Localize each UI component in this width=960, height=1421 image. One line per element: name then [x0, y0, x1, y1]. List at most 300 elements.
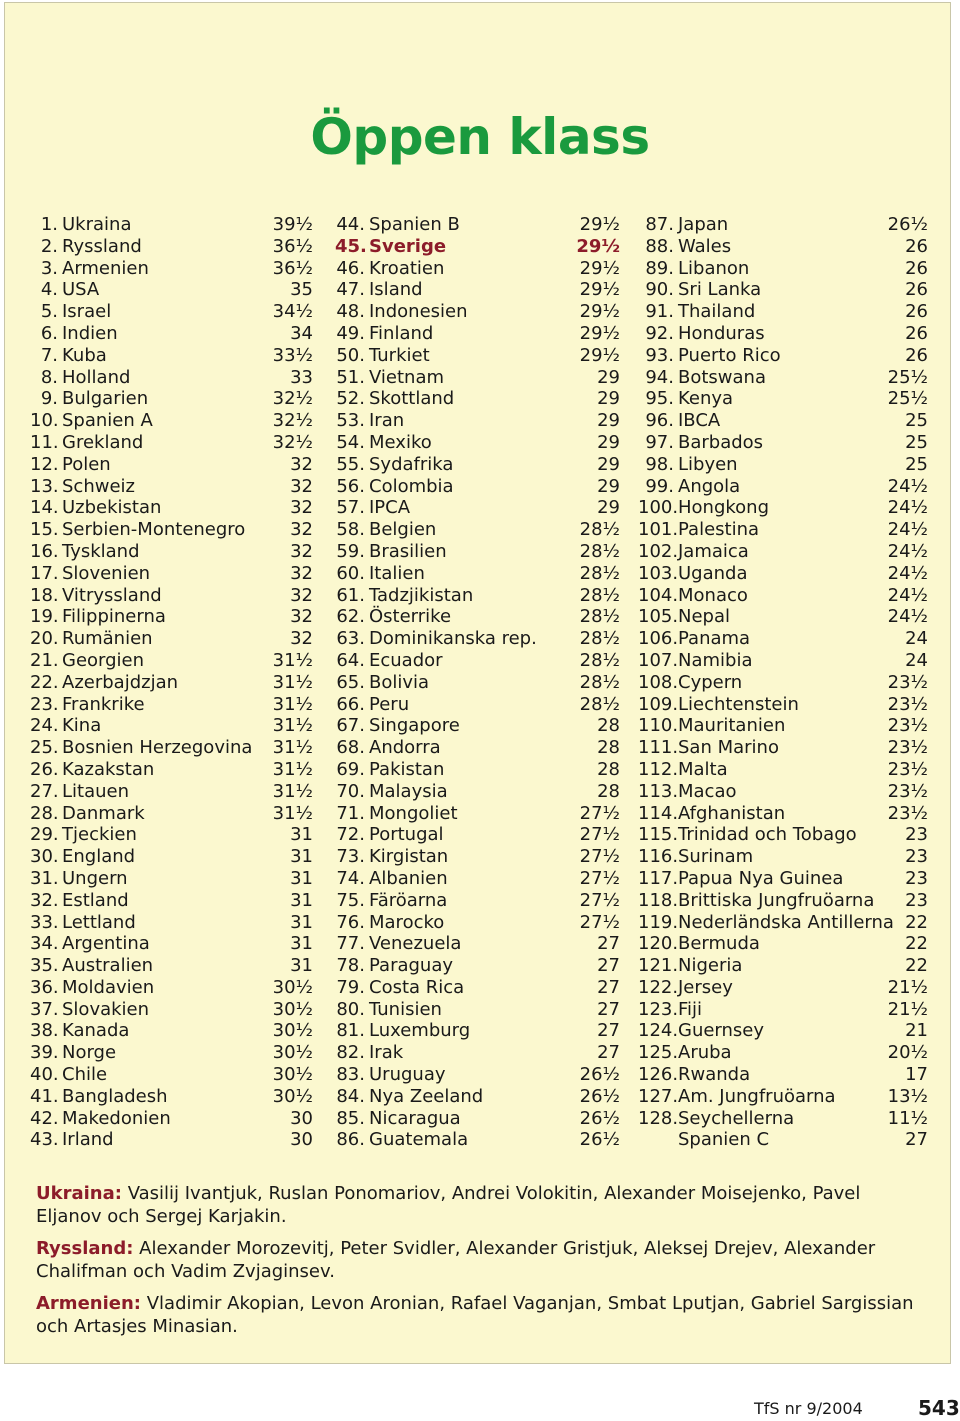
rank-number: 51.: [336, 366, 365, 388]
score: 30½: [272, 1042, 313, 1064]
country-name: Botswana: [678, 366, 766, 388]
rank-number: 10.: [30, 410, 59, 432]
team-roster: [36, 1292, 916, 1338]
rank-number: 65.: [336, 671, 365, 693]
rank-number: 37.: [30, 998, 59, 1020]
standings-row: [30, 519, 313, 541]
country-name: Aruba: [678, 1042, 732, 1064]
score: 31½: [272, 737, 313, 759]
country-name: San Marino: [678, 737, 779, 759]
country-name: Libanon: [678, 257, 750, 279]
rank-number: 16.: [30, 540, 59, 562]
rank-number: 57.: [336, 497, 365, 519]
team-roster: [36, 1237, 916, 1283]
country-name: Thailand: [678, 301, 756, 323]
standings-row: [30, 933, 313, 955]
rank-number: 25.: [30, 737, 59, 759]
standings-column-3: [638, 214, 928, 1151]
rank-number: 78.: [336, 955, 365, 977]
standings-row: [30, 388, 313, 410]
standings-row: [30, 868, 313, 890]
country-name: Fiji: [678, 998, 703, 1020]
country-name: Sri Lanka: [678, 279, 762, 301]
score: 28: [597, 758, 620, 780]
standings-row: [638, 279, 928, 301]
country-name: Argentina: [62, 933, 150, 955]
country-name: Kina: [62, 715, 102, 737]
rank-number: 108.: [638, 671, 679, 693]
standings-row: [638, 672, 928, 694]
rank-number: 52.: [336, 388, 365, 410]
rank-number: 22.: [30, 671, 59, 693]
rank-number: 83.: [336, 1064, 365, 1086]
standings-row: [30, 367, 313, 389]
score: 28: [597, 715, 620, 737]
standings-row: [638, 258, 928, 280]
score: 32: [290, 475, 313, 497]
standings-row: [30, 563, 313, 585]
rank-number: 49.: [336, 322, 365, 344]
country-name: Spanien A: [62, 410, 153, 432]
country-name: Barbados: [678, 431, 764, 453]
score: 31: [290, 846, 313, 868]
rank-number: 11.: [30, 431, 59, 453]
standings-row: [638, 868, 928, 890]
standings-row: [638, 563, 928, 585]
score: 31½: [272, 715, 313, 737]
standings-row: [638, 476, 928, 498]
standings-row: [638, 933, 928, 955]
country-name: Sverige: [369, 235, 447, 257]
rank-number: 44.: [336, 214, 365, 235]
score: 11½: [887, 1107, 928, 1129]
standings-row: [30, 454, 313, 476]
rank-number: 121.: [638, 955, 679, 977]
rank-number: 69.: [336, 758, 365, 780]
rank-number: 27.: [30, 780, 59, 802]
country-name: Mongoliet: [369, 802, 458, 824]
standings-row: [335, 737, 620, 759]
rank-number: 67.: [336, 715, 365, 737]
rank-number: 20.: [30, 628, 59, 650]
score: 28½: [579, 628, 620, 650]
country-name: Makedonien: [62, 1107, 171, 1129]
standings-row: [638, 737, 928, 759]
standings-row: [638, 585, 928, 607]
rank-number: 12.: [30, 453, 59, 475]
country-name: Iran: [369, 410, 405, 432]
standings-row: [30, 803, 313, 825]
rank-number: 3.: [40, 257, 58, 279]
country-name: Macao: [678, 780, 737, 802]
country-name: Angola: [678, 475, 741, 497]
rank-number: 95.: [645, 388, 674, 410]
country-name: Malta: [678, 758, 728, 780]
standings-row: [30, 628, 313, 650]
score: 31: [290, 955, 313, 977]
rank-number: 68.: [336, 737, 365, 759]
score: 31½: [272, 649, 313, 671]
standings-row: [30, 1064, 313, 1086]
standings-row: [638, 454, 928, 476]
country-name: Namibia: [678, 649, 753, 671]
score: 29: [597, 475, 620, 497]
country-name: Marocko: [369, 911, 445, 933]
country-name: Brasilien: [369, 540, 447, 562]
standings-row: [638, 432, 928, 454]
country-name: Malaysia: [369, 780, 448, 802]
score: 28½: [579, 649, 620, 671]
country-name: Vitryssland: [62, 584, 162, 606]
score: 29½: [579, 344, 620, 366]
standings-column-1: [30, 214, 313, 1151]
rank-number: 120.: [638, 933, 679, 955]
score: 30½: [272, 976, 313, 998]
rank-number: 4.: [40, 279, 58, 301]
country-name: Monaco: [678, 584, 748, 606]
rank-number: 31.: [30, 867, 59, 889]
standings-row: [30, 1108, 313, 1130]
score: 32: [290, 628, 313, 650]
standings-row: [638, 650, 928, 672]
standings-row: [30, 476, 313, 498]
rank-number: 32.: [30, 889, 59, 911]
standings-row: [335, 977, 620, 999]
country-name: Portugal: [369, 824, 444, 846]
rank-number: 96.: [645, 410, 674, 432]
standings-row: [335, 715, 620, 737]
score: 29: [597, 410, 620, 432]
score: 39½: [272, 214, 313, 235]
rank-number: 43.: [30, 1129, 59, 1151]
rank-number: 1.: [40, 214, 58, 235]
score: 26½: [887, 214, 928, 235]
country-name: Venezuela: [369, 933, 462, 955]
standings-row: [638, 999, 928, 1021]
rank-number: 42.: [30, 1107, 59, 1129]
country-name: Spanien B: [369, 214, 460, 235]
standings-row: [30, 737, 313, 759]
country-name: Panama: [678, 628, 751, 650]
standings-row: [30, 585, 313, 607]
rank-number: 110.: [638, 715, 679, 737]
score: 32: [290, 562, 313, 584]
score: 30½: [272, 1085, 313, 1107]
country-name: Brittiska Jungfruöarna: [678, 889, 875, 911]
score: 26: [905, 279, 928, 301]
rank-number: 39.: [30, 1042, 59, 1064]
country-name: Bangladesh: [62, 1085, 168, 1107]
country-name: Sydafrika: [369, 453, 454, 475]
score: 31: [290, 867, 313, 889]
rank-number: 26.: [30, 758, 59, 780]
score: 23½: [887, 693, 928, 715]
standings-row: [638, 541, 928, 563]
score: 23: [905, 889, 928, 911]
rank-number: 55.: [336, 453, 365, 475]
rank-number: 98.: [645, 453, 674, 475]
standings-row: [30, 890, 313, 912]
country-name: Albanien: [369, 867, 448, 889]
standings-row: [638, 694, 928, 716]
country-name: Tyskland: [62, 540, 140, 562]
team-rosters: [36, 1182, 916, 1347]
country-name: Peru: [369, 693, 410, 715]
country-name: Estland: [62, 889, 129, 911]
score: 24½: [887, 606, 928, 628]
rank-number: 91.: [645, 301, 674, 323]
country-name: Ukraina: [62, 214, 132, 235]
score: 24½: [887, 497, 928, 519]
standings-row: [335, 236, 620, 258]
country-name: Tadzjikistan: [369, 584, 474, 606]
standings-row: [30, 1086, 313, 1108]
team-players: Vladimir Akopian, Levon Aronian, Rafael Vaganjan, Smbat Lputjan, Gabriel Sargissian och Artasjes Minasian.: [36, 1293, 914, 1337]
rank-number: 60.: [336, 562, 365, 584]
score: 31½: [272, 671, 313, 693]
standings-row: [335, 759, 620, 781]
country-name: Holland: [62, 366, 131, 388]
country-name: Honduras: [678, 322, 765, 344]
country-name: Georgien: [62, 649, 145, 671]
standings-row: [30, 781, 313, 803]
country-name: Australien: [62, 955, 154, 977]
rank-number: 93.: [645, 344, 674, 366]
score: 27: [597, 933, 620, 955]
standings-row: [30, 606, 313, 628]
score: 32½: [272, 410, 313, 432]
rank-number: 15.: [30, 519, 59, 541]
rank-number: 17.: [30, 562, 59, 584]
standings-row: [335, 432, 620, 454]
standings-row: [30, 323, 313, 345]
country-name: Kirgistan: [369, 846, 449, 868]
score: 32: [290, 606, 313, 628]
rank-number: 18.: [30, 584, 59, 606]
country-name: Israel: [62, 301, 112, 323]
standings-row: [30, 824, 313, 846]
rank-number: 97.: [645, 431, 674, 453]
country-name: USA: [62, 279, 100, 301]
country-name: Irland: [62, 1129, 114, 1151]
rank-number: 99.: [645, 475, 674, 497]
standings-row: [638, 214, 928, 236]
rank-number: 72.: [336, 824, 365, 846]
score: 32: [290, 453, 313, 475]
standings-row: [335, 1042, 620, 1064]
rank-number: 53.: [336, 410, 365, 432]
rank-number: 123.: [638, 998, 679, 1020]
score: 33½: [272, 344, 313, 366]
rank-number: 6.: [40, 322, 58, 344]
rank-number: 19.: [30, 606, 59, 628]
score: 26: [905, 344, 928, 366]
rank-number: 9.: [40, 388, 58, 410]
score: 28½: [579, 671, 620, 693]
standings-row: [30, 1020, 313, 1042]
country-name: IBCA: [678, 410, 721, 432]
rank-number: 33.: [30, 911, 59, 933]
standings-row: [638, 497, 928, 519]
score: 30½: [272, 1064, 313, 1086]
rank-number: 38.: [30, 1020, 59, 1042]
standings-row: [335, 1064, 620, 1086]
country-name: Bulgarien: [62, 388, 149, 410]
country-name: Uzbekistan: [62, 497, 162, 519]
standings-row: [638, 912, 928, 934]
rank-number: 115.: [638, 824, 679, 846]
standings-row: [335, 258, 620, 280]
standings-row: [30, 214, 313, 236]
rank-number: 46.: [336, 257, 365, 279]
country-name: Uruguay: [369, 1064, 446, 1086]
score: 26: [905, 322, 928, 344]
score: 28: [597, 780, 620, 802]
rank-number: 105.: [638, 606, 679, 628]
rank-number: 84.: [336, 1085, 365, 1107]
score: 29½: [579, 301, 620, 323]
standings-row: [335, 1020, 620, 1042]
country-name: Rwanda: [678, 1064, 751, 1086]
standings-row: [335, 606, 620, 628]
standings-row: [638, 301, 928, 323]
standings-row: [335, 410, 620, 432]
standings-row: [335, 301, 620, 323]
score: 24½: [887, 584, 928, 606]
rank-number: 5.: [40, 301, 58, 323]
standings-row: [30, 301, 313, 323]
score: 27½: [579, 802, 620, 824]
team-country: Ukraina:: [36, 1183, 122, 1204]
team-country: Armenien:: [36, 1293, 141, 1314]
standings-row: [638, 410, 928, 432]
standings-row: [30, 236, 313, 258]
standings-row: [30, 650, 313, 672]
country-name: Moldavien: [62, 976, 155, 998]
rank-number: 56.: [336, 475, 365, 497]
standings-row: [335, 214, 620, 236]
country-name: Nicaragua: [369, 1107, 461, 1129]
country-name: Wales: [678, 235, 732, 257]
country-name: Jamaica: [678, 540, 749, 562]
score: 29: [597, 366, 620, 388]
standings-row: [638, 977, 928, 999]
standings-row: [335, 345, 620, 367]
score: 32: [290, 540, 313, 562]
score: 31½: [272, 802, 313, 824]
country-name: Japan: [678, 214, 729, 235]
score: 24: [905, 649, 928, 671]
score: 23½: [887, 715, 928, 737]
rank-number: 41.: [30, 1085, 59, 1107]
country-name: Litauen: [62, 780, 130, 802]
standings-row: [638, 367, 928, 389]
score: 30: [290, 1107, 313, 1129]
score: 28: [597, 737, 620, 759]
standings-row: [335, 388, 620, 410]
score: 22: [905, 911, 928, 933]
score: 23½: [887, 671, 928, 693]
standings-column-2: [335, 214, 620, 1151]
team-country: Ryssland:: [36, 1238, 134, 1259]
rank-number: 107.: [638, 649, 679, 671]
country-name: Nigeria: [678, 955, 743, 977]
country-name: Indien: [62, 322, 118, 344]
team-players: Alexander Morozevitj, Peter Svidler, Alexander Gristjuk, Aleksej Drejev, Alexander Chalifman och Vadim Zvjaginsev.: [36, 1238, 876, 1282]
standings-row: [638, 236, 928, 258]
country-name: Belgien: [369, 519, 437, 541]
rank-number: 40.: [30, 1064, 59, 1086]
standings-row: [30, 541, 313, 563]
rank-number: 89.: [645, 257, 674, 279]
standings-row: [30, 279, 313, 301]
standings-row: [30, 912, 313, 934]
score: 17: [905, 1064, 928, 1086]
country-name: Guernsey: [678, 1020, 765, 1042]
standings-row: [30, 999, 313, 1021]
standings-row: [638, 1042, 928, 1064]
rank-number: 8.: [40, 366, 58, 388]
country-name: Turkiet: [369, 344, 430, 366]
standings-row: [638, 345, 928, 367]
standings-row: [335, 563, 620, 585]
country-name: Paraguay: [369, 955, 454, 977]
rank-number: 47.: [336, 279, 365, 301]
rank-number: 29.: [30, 824, 59, 846]
score: 36½: [272, 235, 313, 257]
score: 32½: [272, 388, 313, 410]
standings-row: [335, 367, 620, 389]
standings-row: [335, 519, 620, 541]
rank-number: 103.: [638, 562, 679, 584]
standings-row: [335, 628, 620, 650]
score: 29½: [579, 322, 620, 344]
rank-number: 117.: [638, 867, 679, 889]
score: 27: [597, 998, 620, 1020]
score: 25½: [887, 366, 928, 388]
standings-row: [638, 1064, 928, 1086]
rank-number: 76.: [336, 911, 365, 933]
country-name: Nepal: [678, 606, 730, 628]
country-name: Nya Zeeland: [369, 1085, 484, 1107]
country-name: Ryssland: [62, 235, 142, 257]
rank-number: 100.: [638, 497, 679, 519]
standings-row: [638, 781, 928, 803]
country-name: Am. Jungfruöarna: [678, 1085, 836, 1107]
standings-row: [638, 628, 928, 650]
score: 28½: [579, 606, 620, 628]
rank-number: 74.: [336, 867, 365, 889]
score: 23: [905, 867, 928, 889]
country-name: England: [62, 846, 136, 868]
rank-number: 109.: [638, 693, 679, 715]
country-name: Slovenien: [62, 562, 151, 584]
standings-row: [30, 432, 313, 454]
country-name: Azerbajdzjan: [62, 671, 179, 693]
rank-number: 21.: [30, 649, 59, 671]
country-name: Skottland: [369, 388, 455, 410]
country-name: Bosnien Herzegovina: [62, 737, 253, 759]
standings-row: [335, 672, 620, 694]
rank-number: 94.: [645, 366, 674, 388]
score: 29½: [579, 214, 620, 235]
country-name: Kazakstan: [62, 758, 155, 780]
score: 25: [905, 431, 928, 453]
standings-row: [335, 454, 620, 476]
rank-number: 106.: [638, 628, 679, 650]
score: 28½: [579, 693, 620, 715]
country-name: Serbien-Montenegro: [62, 519, 246, 541]
